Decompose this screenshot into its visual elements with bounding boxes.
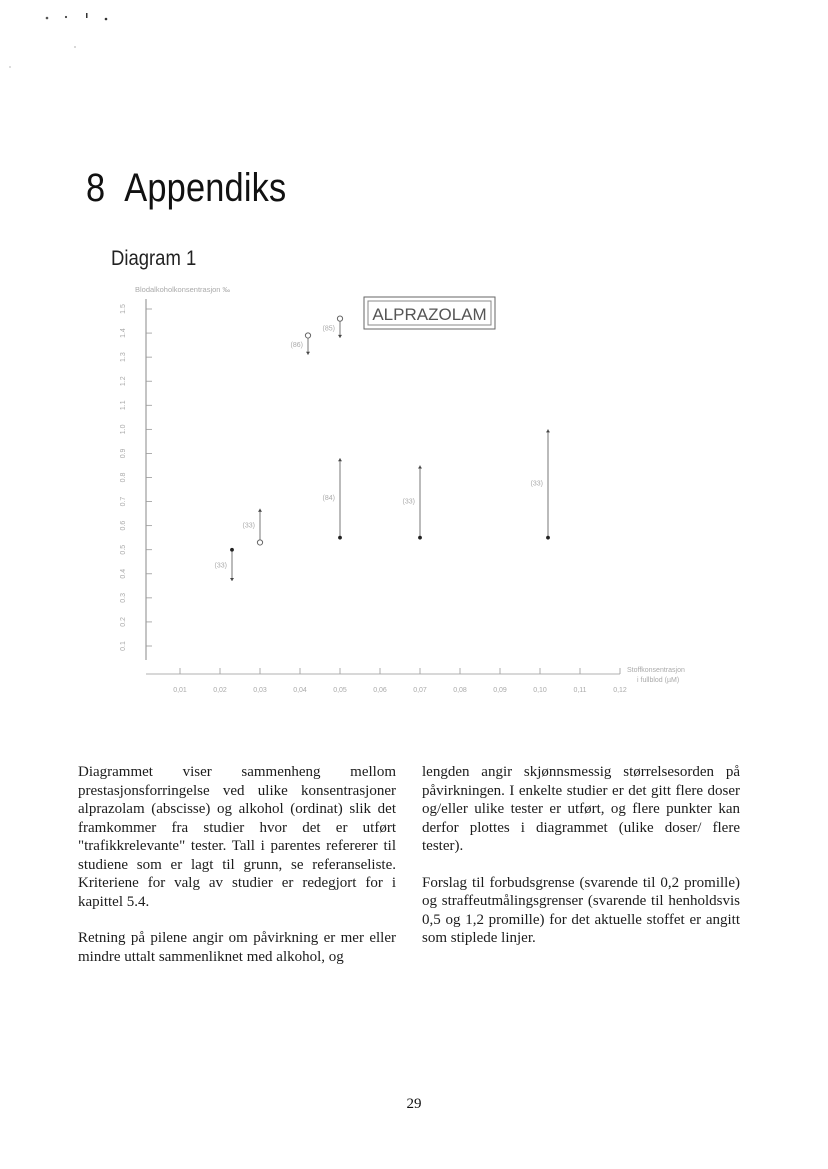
- x-tick-label: 0,02: [213, 687, 227, 694]
- x-tick-label: 0,06: [373, 687, 387, 694]
- x-tick-label: 0,07: [413, 687, 427, 694]
- y-tick-label: 1.0: [120, 424, 127, 435]
- data-arrowhead: [258, 509, 262, 512]
- chapter-heading: [86, 166, 286, 211]
- data-label: (33): [402, 498, 415, 506]
- data-arrowhead: [338, 335, 342, 338]
- y-tick-label: 0.8: [120, 472, 127, 483]
- x-tick-label: 0,08: [453, 687, 467, 694]
- y-tick-label: 0.1: [120, 641, 127, 651]
- x-axis-title-line1: Stoffkonsentrasjon: [627, 667, 685, 674]
- y-tick-label: 0.6: [120, 520, 127, 531]
- y-tick-label: 1.1: [120, 400, 127, 411]
- body-column-right: [422, 763, 740, 966]
- paragraph: Retning på pilene angir om påvirkning er mer eller mindre uttalt sammenliknet med alkohol, og: [78, 930, 396, 965]
- y-tick-label: 1.2: [120, 376, 127, 387]
- chapter-title: Appendiks: [124, 166, 287, 210]
- data-point: [337, 316, 342, 321]
- x-tick-label: 0,04: [293, 687, 307, 694]
- x-tick-label: 0,10: [533, 687, 547, 694]
- y-tick-label: 1.3: [120, 352, 127, 363]
- y-tick-label: 0.9: [120, 448, 127, 459]
- paragraph: Diagrammet viser sammenheng mellom prestasjonsforringelse ved ulike konsentrasjoner alprazolam (abscisse) og alkohol (ordinat) slik det framkommer fra studier hvor det er utført "trafikkrelevante" tester. Tall i parentes refererer til studiene som er lagt til grunn, se referanseliste. Kriteriene for valg av studier er redegjort for i kapittel 5.4.: [78, 764, 396, 910]
- y-axis-title: Blodalkoholkonsentrasjon ‰: [135, 285, 231, 294]
- data-arrowhead: [546, 429, 550, 432]
- x-tick-label: 0,03: [253, 687, 267, 694]
- data-label: (33): [530, 480, 543, 488]
- data-label: (33): [242, 522, 255, 530]
- data-arrowhead: [338, 458, 342, 461]
- diagram-title: Diagram 1: [111, 247, 197, 270]
- data-point: [338, 536, 342, 540]
- y-tick-label: 0.7: [120, 496, 127, 507]
- y-tick-label: 0.4: [120, 568, 127, 579]
- data-point: [257, 540, 262, 545]
- drug-label: ALPRAZOLAM: [372, 305, 487, 324]
- page-number: 29: [406, 1096, 422, 1112]
- paragraph: lengden angir skjønnsmessig størrelsesorden på påvirkningen. I enkelte studier er det gitt flere doser og/eller ulike tester er utført, og flere punkter kan derfor plottes i diagrammet (ulike doser/ flere tester).: [422, 764, 740, 854]
- y-tick-label: 1.4: [120, 328, 127, 338]
- drug-label-box: [364, 297, 495, 329]
- x-tick-label: 0,05: [333, 687, 347, 694]
- body-column-left: [78, 763, 396, 984]
- data-point: [418, 536, 422, 540]
- alprazolam-chart: [100, 280, 720, 705]
- data-arrowhead: [418, 465, 422, 468]
- y-tick-label: 0.2: [120, 617, 127, 627]
- x-axis-title-line2: i fullblod (µM): [637, 677, 680, 684]
- paragraph: Forslag til forbudsgrense (svarende til 0,2 promille) og straffeutmålingsgrenser (svarende til henholdsvis 0,5 og 1,2 promille) for det aktuelle stoffet er angitt som stiplede linjer.: [422, 874, 740, 946]
- data-label: (86): [290, 342, 303, 350]
- data-arrowhead: [230, 578, 234, 581]
- data-point: [305, 333, 310, 338]
- data-arrowhead: [306, 352, 310, 355]
- data-label: (84): [322, 494, 335, 502]
- data-point: [230, 548, 234, 552]
- chapter-number: 8: [86, 166, 106, 210]
- x-tick-label: 0,11: [573, 687, 587, 694]
- y-tick-label: 0.3: [120, 592, 127, 603]
- data-point: [546, 536, 550, 540]
- x-tick-label: 0,12: [613, 687, 627, 694]
- data-label: (85): [322, 325, 335, 333]
- scan-specks: [0, 0, 828, 80]
- y-tick-label: 1.5: [120, 304, 127, 314]
- x-tick-label: 0,09: [493, 687, 507, 694]
- x-tick-label: 0,01: [173, 687, 187, 694]
- data-label: (33): [214, 562, 227, 570]
- y-tick-label: 0.5: [120, 544, 127, 555]
